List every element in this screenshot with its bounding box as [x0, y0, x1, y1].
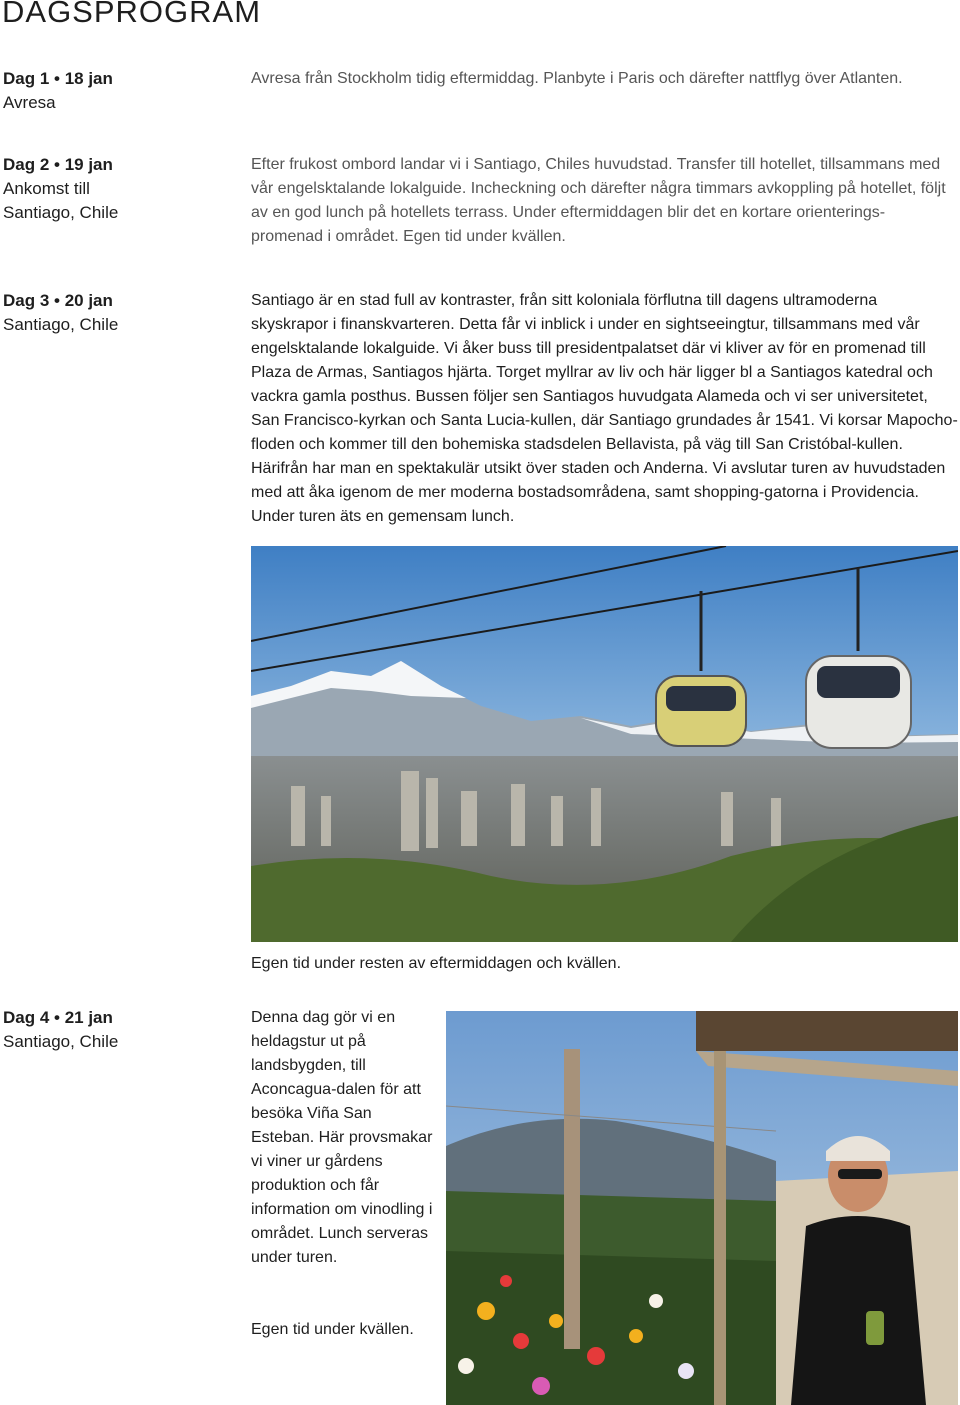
vineyard-illustration — [446, 1011, 958, 1405]
page-title: DAGSPROGRAM — [2, 0, 262, 29]
day-3-place: Santiago, Chile — [3, 315, 119, 334]
day-3-after-photo-text: Egen tid under resten av eftermiddagen och kvällen. — [251, 955, 622, 972]
day-3-description — [251, 289, 958, 529]
day-2-heading: Dag 2 • 19 jan — [3, 155, 113, 174]
day-1-place: Avresa — [3, 93, 56, 112]
day-4-label — [3, 1006, 233, 1054]
day-4-closing-text: Egen tid under kvällen. — [251, 1321, 414, 1338]
cable-car-illustration — [251, 546, 958, 942]
day-1-description — [251, 67, 956, 91]
day-3-after-photo — [251, 952, 956, 976]
day-3-heading: Dag 3 • 20 jan — [3, 291, 113, 310]
day-1-label — [3, 67, 233, 115]
vineyard-photo — [446, 1011, 958, 1405]
day-4-heading: Dag 4 • 21 jan — [3, 1008, 113, 1027]
day-2-text: Efter frukost ombord landar vi i Santiago, Chiles huvudstad. Transfer till hotellet, tillsammans med vår engelsktalande lokalguide. Incheckning och därefter några timmars avkoppling på hotellet, följt av en god lunch på hotellets terrass. Under eftermiddagen blir det en kortare orienterings-promenad i området. Egen tid under kvällen. — [251, 156, 946, 245]
day-4-place: Santiago, Chile — [3, 1032, 119, 1051]
day-3-text: Santiago är en stad full av kontraster, från sitt koloniala förflutna till dagens ultramoderna skyskrapor i finanskvarteren. Detta får vi inblick i under en sightseeingtur, tillsammans med vår engelsktalande lokalguide. Vi åker buss till presidentpalatset där vi kliver av för en promenad till Plaza de Armas, Santiagos hjärta. Torget myllrar av liv och här ligger bl a Santiagos katedral och vackra gamla posthus. Bussen följer sen Santiagos huvudgata Alameda och vi ser universitetet, San Francisco-kyrkan och Santa Lucia-kullen, där Santiago grundades år 1541. Vi korsar Mapocho-floden och kommer till den bohemiska stadsdelen Bellavista, på väg till San Cristóbal-kullen. Härifrån har man en spektakulär utsikt över staden och Anderna. Vi avslutar turen av huvudstaden med att åka igenom de mer moderna bostadsområdena, samt shopping-gatorna i Providencia. Under turen äts en gemensam lunch. — [251, 292, 958, 525]
day-4-text: Denna dag gör vi en heldagstur ut på landsbygden, till Aconcagua-dalen för att besöka Viña San Esteban. Här provsmakar vi viner ur gårdens produktion och får information om vinodling i området. Lunch serveras under turen. — [251, 1009, 433, 1266]
cable-car-photo — [251, 546, 958, 942]
day-4-description — [251, 1006, 433, 1270]
day-1-heading: Dag 1 • 18 jan — [3, 69, 113, 88]
day-2-label — [3, 153, 233, 225]
day-2-description — [251, 153, 951, 249]
day-1-text: Avresa från Stockholm tidig eftermiddag. Planbyte i Paris och därefter nattflyg över Atlanten. — [251, 70, 903, 87]
day-2-place: Ankomst till Santiago, Chile — [3, 179, 119, 222]
day-4-closing — [251, 1318, 441, 1342]
day-3-label — [3, 289, 233, 337]
